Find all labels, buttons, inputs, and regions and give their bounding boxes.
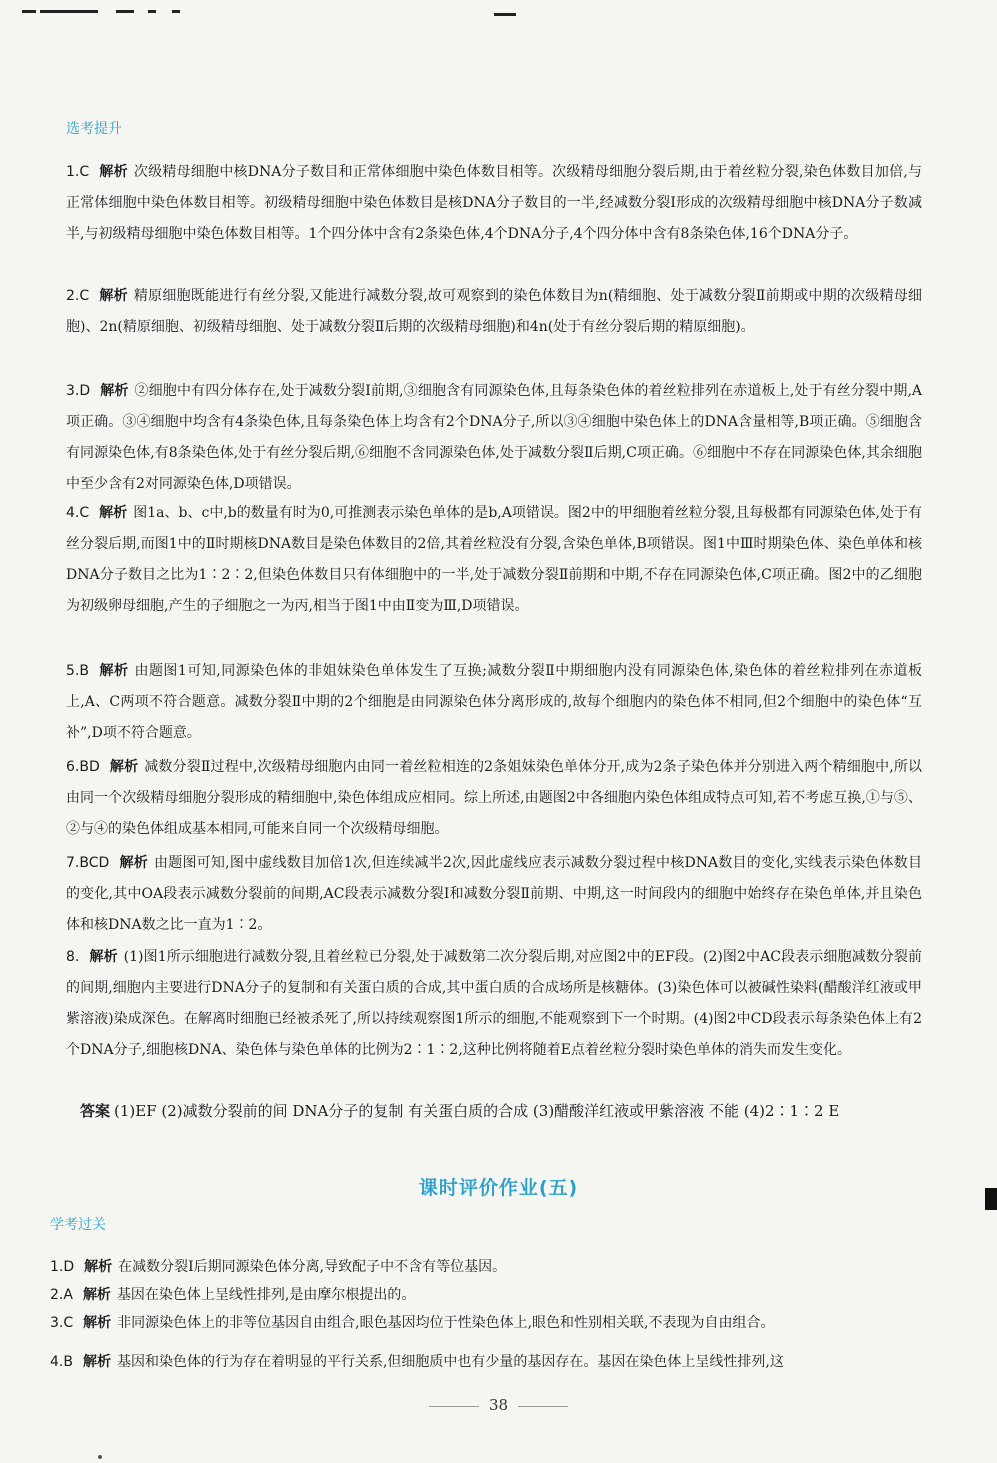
answer-item-3 bbox=[66, 376, 922, 500]
item-text: 由题图可知,图中虚线数目加倍1次,但连续减半2次,因此虚线应表示减数分裂过程中核DNA数目的变化,实线表示染色体数目的变化,其中OA段表示减数分裂前的间期,AC段表示减数分裂Ⅰ和减数分裂Ⅱ前期、中期,这一时间段内的细胞中始终存在染色单体,并且染色体和核DNA数之比一直为1∶2。 bbox=[66, 855, 922, 933]
item-number: 1.D bbox=[50, 1259, 75, 1275]
analysis-tag: 解析 bbox=[82, 1354, 111, 1370]
analysis-tag: 解析 bbox=[99, 164, 128, 180]
item-text: 非同源染色体上的非等位基因自由组合,眼色基因均位于性染色体上,眼色和性别相关联,不表现为自由组合。 bbox=[117, 1315, 775, 1331]
item-number: 2.A bbox=[50, 1287, 73, 1303]
section-heading: 课时评价作业(五) bbox=[418, 1177, 579, 1199]
answer-item-4 bbox=[66, 498, 922, 622]
item-number: 6.BD bbox=[66, 759, 100, 775]
item-number: 8. bbox=[66, 949, 80, 965]
page-number: 38 bbox=[488, 1396, 509, 1414]
answer-item-1 bbox=[66, 157, 922, 250]
item-number: 4.B bbox=[50, 1354, 73, 1370]
short-item-4 bbox=[50, 1348, 920, 1376]
answer-summary bbox=[80, 1096, 922, 1127]
short-item-1 bbox=[50, 1253, 920, 1281]
analysis-tag: 解析 bbox=[82, 1287, 111, 1303]
item-number: 3.D bbox=[66, 383, 91, 399]
item-text: ②细胞中有四分体存在,处于减数分裂Ⅰ前期,③细胞含有同源染色体,且每条染色体的着丝粒排列在赤道板上,处于有丝分裂中期,A项正确。③④细胞中均含有4条染色体,且每条染色体上均含有2个DNA分子,所以③④细胞中染色体上的DNA含量相等,B项正确。⑤细胞含有同源染色体,有8条染色体,处于有丝分裂后期,⑥细胞不含同源染色体,处于减数分裂Ⅱ后期,C项正确。⑥细胞中不存在同源染色体,其余细胞中至少含有2对同源染色体,D项错误。 bbox=[66, 383, 923, 492]
scan-artifacts bbox=[0, 6, 997, 20]
item-text: (1)图1所示细胞进行减数分裂,且着丝粒已分裂,处于减数第二次分裂后期,对应图2中的EF段。(2)图2中AC段表示细胞减数分裂前的间期,细胞内主要进行DNA分子的复制和有关蛋白质的合成,其中蛋白质的合成场所是核糖体。(3)染色体可以被碱性染料(醋酸洋红液或甲紫溶液)染成深色。在解离时细胞已经被杀死了,所以持续观察图1所示的细胞,不能观察到下一个时期。(4)图2中CD段表示每条染色体上有2个DNA分子,细胞核DNA、染色体与染色单体的比例为2∶1∶2,这种比例将随着E点着丝粒分裂时染色单体的消失而发生变化。 bbox=[66, 949, 922, 1058]
item-text: 基因和染色体的行为存在着明显的平行关系,但细胞质中也有少量的基因存在。基因在染色体上呈线性排列,这 bbox=[116, 1354, 784, 1370]
answer-item-5 bbox=[66, 656, 922, 749]
page-footer bbox=[0, 1396, 997, 1414]
short-item-2 bbox=[50, 1281, 920, 1309]
footer-rule-left bbox=[429, 1406, 479, 1407]
item-number: 7.BCD bbox=[66, 855, 110, 871]
section-label-advanced: 选考提升 bbox=[66, 121, 122, 137]
item-number: 2.C bbox=[66, 288, 90, 304]
item-number: 5.B bbox=[66, 663, 89, 679]
item-text: 由题图1可知,同源染色体的非姐妹染色单体发生了互换;减数分裂Ⅱ中期细胞内没有同源染色体,染色体的着丝粒排列在赤道板上,A、C两项不符合题意。减数分裂Ⅱ中期的2个细胞是由同源染色体分离形成的,故每个细胞内的染色体不相同,但2个细胞中的染色体“互补”,D项不符合题意。 bbox=[66, 663, 923, 741]
answer-item-2 bbox=[66, 281, 922, 343]
item-number: 4.C bbox=[66, 505, 90, 521]
item-text: 次级精母细胞中核DNA分子数目和正常体细胞中染色体数目相等。次级精母细胞分裂后期,由于着丝粒分裂,染色体数目加倍,与正常体细胞中染色体数目相等。初级精母细胞中染色体数目是核DNA分子数目的一半,经减数分裂Ⅰ形成的次级精母细胞中核DNA分子数减半,与初级精母细胞中染色体数目相等。1个四分体中含有2条染色体,4个DNA分子,4个四分体中含有8条染色体,16个DNA分子。 bbox=[66, 164, 923, 242]
analysis-tag: 解析 bbox=[99, 505, 128, 521]
item-number: 1.C bbox=[66, 164, 90, 180]
analysis-tag: 解析 bbox=[119, 855, 148, 871]
item-text: 减数分裂Ⅱ过程中,次级精母细胞内由同一着丝粒相连的2条姐妹染色单体分开,成为2条子染色体并分别进入两个精细胞中,所以由同一个次级精母细胞分裂形成的精细胞中,染色体组成应相同。综上所述,由题图2中各细胞内染色体组成特点可知,若不考虑互换,①与⑤、②与④的染色体组成基本相同,可能来自同一个次级精母细胞。 bbox=[66, 759, 922, 837]
short-item-3 bbox=[50, 1309, 920, 1337]
analysis-tag: 解析 bbox=[84, 1259, 113, 1275]
answer-tag: 答案 bbox=[80, 1102, 111, 1120]
analysis-tag: 解析 bbox=[99, 288, 128, 304]
analysis-tag: 解析 bbox=[89, 949, 118, 965]
analysis-tag: 解析 bbox=[98, 663, 129, 679]
item-text: 精原细胞既能进行有丝分裂,又能进行减数分裂,故可观察到的染色体数目为n(精细胞、处于减数分裂Ⅱ前期或中期的次级精母细胞)、2n(精原细胞、初级精母细胞、处于减数分裂Ⅱ后期的次级精母细胞)和4n(处于有丝分裂后期的精原细胞)。 bbox=[66, 288, 922, 335]
analysis-tag: 解析 bbox=[109, 759, 139, 775]
item-text: 图1a、b、c中,b的数量有时为0,可推测表示染色单体的是b,A项错误。图2中的甲细胞着丝粒分裂,且每极都有同源染色体,处于有丝分裂后期,而图1中的Ⅱ时期核DNA数目是染色体数目的2倍,其着丝粒没有分裂,含染色单体,B项错误。图1中Ⅲ时期染色体、染色单体和核DNA分子数目之比为1∶2∶2,但染色体数目只有体细胞中的一半,处于减数分裂Ⅱ前期和中期,不存在同源染色体,C项正确。图2中的乙细胞为初级卵母细胞,产生的子细胞之一为丙,相当于图1中由Ⅱ变为Ⅲ,D项错误。 bbox=[66, 505, 923, 614]
answer-item-6 bbox=[66, 752, 922, 845]
item-number: 3.C bbox=[50, 1315, 74, 1331]
answer-item-7 bbox=[66, 848, 922, 941]
section-label-basic: 学考过关 bbox=[50, 1217, 106, 1233]
answer-item-8 bbox=[66, 942, 922, 1066]
item-text: 基因在染色体上呈线性排列,是由摩尔根提出的。 bbox=[116, 1287, 416, 1303]
analysis-tag: 解析 bbox=[83, 1315, 112, 1331]
item-text: 在减数分裂Ⅰ后期同源染色体分离,导致配子中不含有等位基因。 bbox=[118, 1259, 507, 1275]
scan-dot bbox=[98, 1455, 102, 1459]
footer-rule-right bbox=[518, 1406, 568, 1407]
answer-text: (1)EF (2)减数分裂前的间 DNA分子的复制 有关蛋白质的合成 (3)醋酸洋红液或甲紫溶液 不能 (4)2∶1∶2 E bbox=[114, 1102, 840, 1120]
analysis-tag: 解析 bbox=[100, 383, 129, 399]
